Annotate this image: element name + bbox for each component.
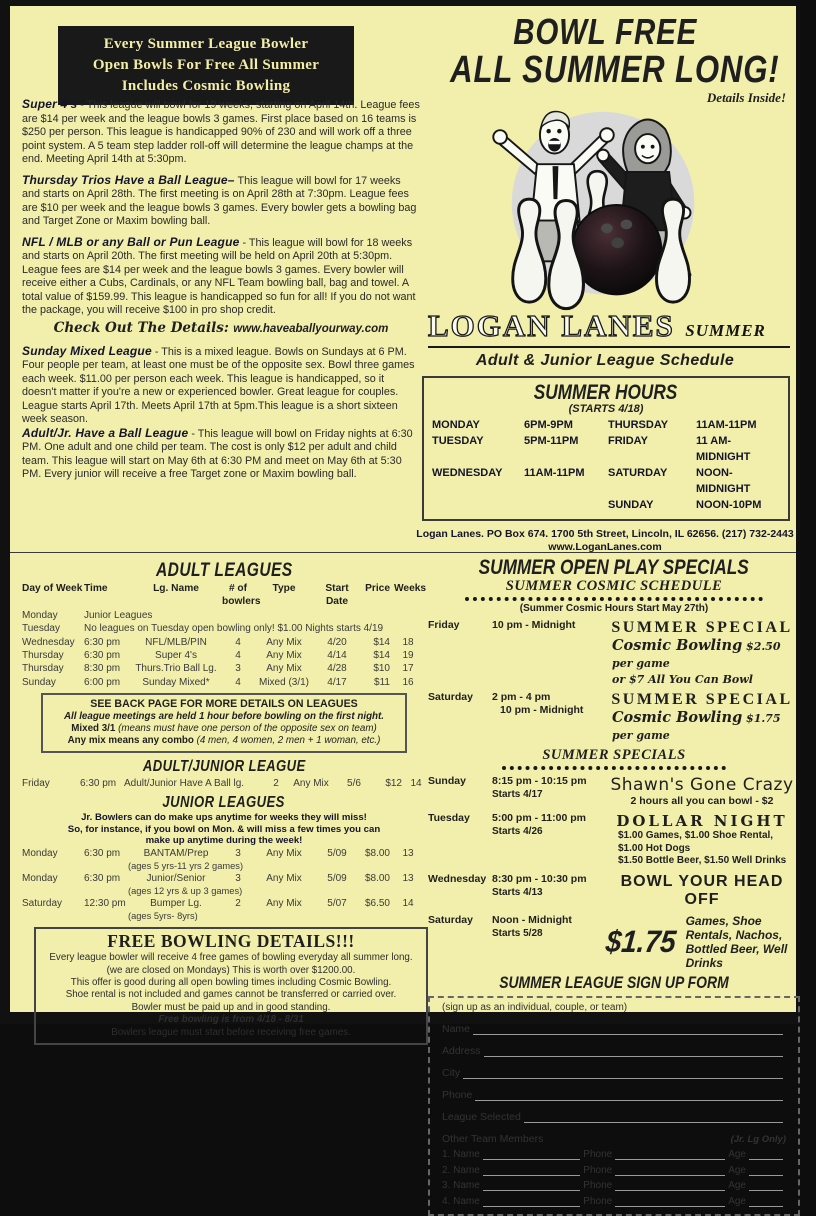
cell: 18 <box>402 636 414 648</box>
league-body: - This league will bowl for 18 weeks and starts on April 20th. The first meeting will be held on April 20th at 5:30pm. League fees are $14 per week and the league bowls 3 games. Every bowler will receive either a Cubs, Cardinals, or any NFL Team bowling ball, bag and towel. A total value of $159.99. This league is handicapped so fun for all! If you do not want the package, you will receive $100 in pro shop credit. <box>22 236 416 316</box>
cell: Tuesday <box>22 623 60 635</box>
column-header: Price <box>365 583 390 594</box>
entry-offer <box>604 691 800 743</box>
hours-cell <box>524 497 608 513</box>
entry-day: Tuesday <box>428 812 470 824</box>
age-label: Age <box>728 1180 746 1192</box>
special-title: BOWL YOUR HEAD OFF <box>620 872 784 908</box>
column-header: Weeks <box>394 583 427 594</box>
cell: Any Mix <box>266 848 302 860</box>
bowling-cartoon-graphic <box>437 102 773 306</box>
cell: NFL/MLB/PIN <box>145 636 207 648</box>
write-in-line <box>483 1157 580 1160</box>
other-members-row <box>442 1133 786 1145</box>
details-inside-label: Details Inside! <box>706 90 786 106</box>
cell: Saturday <box>22 898 63 910</box>
hours-grid <box>432 417 780 513</box>
cell: 13 <box>402 873 414 885</box>
special-offer: Cosmic Bowling $1.75 per game <box>612 709 781 742</box>
address-line: Logan Lanes. PO Box 674. 1700 5th Street, Lincoln, IL 62656. (217) 732-2443 <box>416 528 794 541</box>
special-title: Shawn's Gone Crazy <box>610 775 794 795</box>
cell: $14 <box>373 650 390 662</box>
cell: 4 <box>235 636 241 648</box>
league-body: This league will bowl for 17 weeks and starts on April 28th. The first meeting is on April 28th at 7:30pm. League fees are $10 per week and the league bowls 3 games. Every bowler gets a bowling bag and Target Zone or Maxim bowling ball. <box>22 174 417 227</box>
league-name: Thursday Trios Have a Ball League– <box>22 172 235 187</box>
bowling-ball-icon <box>572 205 661 294</box>
cell: $8.00 <box>364 873 390 885</box>
summer-hours-starts: (STARTS 4/18) <box>568 403 644 416</box>
cell: 4/20 <box>327 636 347 648</box>
special-line: $1.50 Bottle Beer, $1.50 Well Drinks <box>618 855 787 867</box>
write-in-line <box>483 1204 580 1207</box>
cell: 6:30 pm <box>84 848 121 860</box>
cell: Any Mix <box>266 873 302 885</box>
signup-form-box <box>428 996 800 1216</box>
member-label: 1. Name <box>442 1149 480 1161</box>
hours-cell: NOON-MIDNIGHT <box>696 467 751 496</box>
special-entry <box>428 914 800 970</box>
form-field-row <box>442 1067 786 1079</box>
cell: $8.00 <box>364 848 390 860</box>
league-body: - This league will bowl for 19 weeks, starting on April 14th. League fees are $14 per week and the league bowls 3 games. First place based on 16 teams is $250 per person. This league is handicapped 90% of 230 and will work off a three point system. A 5 team step ladder roll-off will determine the league champs at the end. Meeting April 14th at 5:30pm. <box>22 99 420 165</box>
table-row <box>22 897 426 910</box>
check-out-details <box>22 319 420 337</box>
cell: 5/07 <box>327 898 347 910</box>
cell: 6:30 pm <box>84 650 121 662</box>
cell: 17 <box>402 663 414 675</box>
special-alt: or $7 All You Can Bowl <box>612 673 753 686</box>
big-price: $1.75 <box>604 923 678 959</box>
cell: 16 <box>402 676 414 688</box>
cell: 4 <box>235 650 241 662</box>
table-row <box>22 847 426 860</box>
write-in-line <box>615 1157 725 1160</box>
cell: 13 <box>402 848 414 860</box>
cell: 3 <box>235 848 241 860</box>
field-label: League Selected <box>442 1110 521 1123</box>
open-play-title: SUMMER OPEN PLAY SPECIALS <box>478 556 750 579</box>
hours-cell: SUNDAY <box>608 499 654 512</box>
member-row <box>442 1165 786 1176</box>
table-row <box>22 872 426 885</box>
write-in-line <box>475 1098 783 1101</box>
jr-only-note: (Jr. Lg Only) <box>730 1133 786 1145</box>
hours-cell <box>432 497 524 513</box>
entry-day: Saturday <box>428 691 473 703</box>
field-label: Address <box>442 1044 481 1057</box>
cell: Any Mix <box>266 650 302 662</box>
cell: Any Mix <box>266 636 302 648</box>
member-label: 4. Name <box>442 1195 480 1207</box>
free-bowling-line: Bowlers league must start before receiving free games. <box>111 1026 351 1038</box>
column-header: Start Date <box>325 583 349 608</box>
info-line: SEE BACK PAGE FOR MORE DETAILS ON LEAGUES <box>90 698 358 711</box>
special-entry <box>428 775 800 807</box>
cell: 5/6 <box>347 777 361 789</box>
write-in-line <box>483 1173 580 1176</box>
cell: Bumper Lg. <box>150 898 202 910</box>
hours-cell: 5PM-11PM <box>524 435 579 448</box>
cell: Super 4's <box>155 650 197 662</box>
write-in-line <box>749 1173 783 1176</box>
cell: 19 <box>402 650 414 662</box>
big-price-desc: Games, Shoe Rentals, Nachos, Bottled Beer, Well Drinks <box>685 913 788 970</box>
phone-label: Phone <box>583 1149 613 1161</box>
check-out-label: Check Out The Details: <box>53 319 229 336</box>
column-header: Day of Week <box>22 583 83 594</box>
league-name: Adult/Jr. Have a Ball League <box>22 425 189 440</box>
member-row <box>442 1180 786 1191</box>
cell: Any Mix <box>293 777 329 789</box>
age-note: (ages 5yrs- 8yrs) <box>128 910 198 921</box>
league-paragraph <box>22 98 420 167</box>
column-header: # of bowlers <box>222 583 261 608</box>
member-label: 2. Name <box>442 1164 480 1176</box>
entry-day: Saturday <box>428 913 473 926</box>
cell: 6:30 pm <box>84 636 121 648</box>
cell: 2 <box>273 777 279 789</box>
write-in-line <box>615 1204 725 1207</box>
brand-season-label: SUMMER <box>685 321 766 341</box>
age-label: Age <box>728 1164 746 1176</box>
special-entry <box>428 691 800 743</box>
entry-offer <box>604 775 800 807</box>
cell: Wednesday <box>22 636 75 648</box>
field-label: Name <box>442 1022 471 1035</box>
write-in-line <box>749 1157 783 1160</box>
age-note: (ages 12 yrs & up 3 games) <box>128 885 243 896</box>
field-label: Phone <box>442 1088 473 1101</box>
summer-hours-title: SUMMER HOURS <box>534 381 678 405</box>
hours-cell: MONDAY <box>432 419 480 432</box>
table-row <box>22 636 426 649</box>
member-row <box>442 1149 786 1160</box>
cell: 3 <box>235 873 241 885</box>
column-header: Type <box>272 583 296 594</box>
special-entry <box>428 619 800 686</box>
cell: 2 <box>235 898 241 910</box>
league-paragraph <box>22 427 420 482</box>
write-in-line <box>749 1204 783 1207</box>
entry-offer <box>604 812 800 868</box>
address-block <box>414 528 796 554</box>
summer-specials-title: SUMMER SPECIALS <box>542 747 686 763</box>
age-label: Age <box>728 1149 746 1161</box>
summer-hours-box <box>422 376 790 521</box>
hours-cell: TUESDAY <box>432 435 484 448</box>
table-row <box>22 649 426 662</box>
write-in-line <box>473 1032 783 1035</box>
special-line: 2 hours all you can bowl - $2 <box>630 795 774 807</box>
hero-title-line1: BOWL FREE <box>513 11 697 52</box>
signup-intro: (sign up as an individual, couple, or team) <box>442 1001 628 1013</box>
entry-time: 2 pm - 4 pm 10 pm - Midnight <box>492 691 584 716</box>
hours-cell: 11 AM-MIDNIGHT <box>696 435 751 464</box>
hours-cell: 11AM-11PM <box>696 419 757 432</box>
cell: Junior Leagues <box>84 609 153 621</box>
cell: $6.50 <box>364 898 390 910</box>
write-in-line <box>615 1188 725 1191</box>
write-in-line <box>524 1120 783 1123</box>
league-info-box <box>41 693 407 753</box>
hours-cell: FRIDAY <box>608 435 648 448</box>
cell: 4/14 <box>327 650 347 662</box>
phone-label: Phone <box>583 1180 613 1192</box>
write-in-line <box>749 1188 783 1191</box>
form-field-row <box>442 1023 786 1035</box>
free-bowling-line: Bowler must be paid up and in good standing. <box>131 1001 331 1013</box>
cell: Friday <box>22 777 50 789</box>
hours-cell: 6PM-9PM <box>524 419 573 432</box>
write-in-line <box>463 1076 783 1079</box>
adult-leagues-title: ADULT LEAGUES <box>155 560 293 581</box>
cosmic-schedule-title: SUMMER COSMIC SCHEDULE <box>505 578 723 594</box>
special-title: DOLLAR NIGHT <box>616 812 788 830</box>
special-entry <box>428 812 800 868</box>
cell: Thursday <box>22 663 64 675</box>
entry-offer <box>604 873 800 909</box>
cell: Monday <box>22 848 58 860</box>
free-bowling-dates: Free bowling is from 4/18 - 8/31 <box>158 1014 304 1026</box>
league-name: Sunday Mixed League <box>22 343 152 358</box>
field-label: City <box>442 1066 461 1079</box>
form-field-row <box>442 1045 786 1057</box>
cell: 4/28 <box>327 663 347 675</box>
cell: Monday <box>22 609 58 621</box>
hours-cell: 11AM-11PM <box>524 467 585 480</box>
website-url: www.LoganLanes.com <box>548 541 662 554</box>
special-offer: Cosmic Bowling $2.50 per game <box>612 637 781 670</box>
form-field-row <box>442 1089 786 1101</box>
write-in-line <box>615 1173 725 1176</box>
banner-line: Includes Cosmic Bowling <box>121 78 291 94</box>
form-field-row <box>442 1111 786 1123</box>
cell: 12:30 pm <box>84 898 126 910</box>
schedule-subtitle: Adult & Junior League Schedule <box>475 352 735 370</box>
dotted-rule <box>502 766 725 770</box>
banner-line: Open Bowls For Free All Summer <box>92 57 320 73</box>
cell: 3 <box>235 663 241 675</box>
info-line: All league meetings are held 1 hour before bowling on the first night. <box>63 710 385 722</box>
league-name: NFL / MLB or any Ball or Pun League <box>22 234 240 249</box>
cell: 6:30 pm <box>84 873 121 885</box>
table-row <box>22 662 426 675</box>
league-paragraph <box>22 345 420 427</box>
table-row <box>22 609 426 622</box>
special-entry <box>428 873 800 909</box>
league-paragraph <box>22 236 420 318</box>
free-bowling-line: Shoe rental is not included and games cannot be transferred or carried over. <box>65 989 397 1001</box>
entry-day: Friday <box>428 619 460 631</box>
column-header: Lg. Name <box>153 583 199 594</box>
free-bowling-line: Every league bowler will receive 4 free games of bowling everyday all summer long. <box>49 952 413 964</box>
cell: $10 <box>373 663 390 675</box>
entry-day: Sunday <box>428 775 466 787</box>
phone-label: Phone <box>583 1195 613 1207</box>
cell: Sunday Mixed* <box>142 676 210 688</box>
special-line: $1.00 Hot Dogs <box>618 842 691 854</box>
cell: Thursday <box>22 650 64 662</box>
age-note: (ages 5 yrs-11 yrs 2 games) <box>128 860 244 871</box>
member-label: 3. Name <box>442 1180 480 1192</box>
age-label: Age <box>728 1195 746 1207</box>
phone-label: Phone <box>583 1164 613 1176</box>
special-title: SUMMER SPECIAL <box>611 619 793 636</box>
junior-note: make up anytime during the week! <box>145 835 303 847</box>
cell: 4/17 <box>327 676 347 688</box>
cell: BANTAM/Prep <box>143 848 209 860</box>
adult-junior-title: ADULT/JUNIOR LEAGUE <box>142 757 306 775</box>
other-members-label: Other Team Members <box>442 1132 544 1145</box>
cell: Adult/Junior Have A Ball lg. <box>124 777 245 789</box>
junior-note: So, for instance, if you bowl on Mon. & will miss a few times you can <box>67 823 381 835</box>
entry-time: 8:30 pm - 10:30 pm Starts 4/13 <box>492 872 587 898</box>
brand-logo-text: LOGAN LANES <box>428 308 675 344</box>
free-bowling-banner <box>58 26 354 105</box>
hours-cell: WEDNESDAY <box>432 467 503 480</box>
cosmic-schedule-subnote: (Summer Cosmic Hours Start May 27th) <box>519 603 709 614</box>
cell: 5/09 <box>327 848 347 860</box>
cell: Any Mix <box>266 898 302 910</box>
cell: 5/09 <box>327 873 347 885</box>
flyer-paper <box>10 6 796 1207</box>
entry-offer <box>604 914 800 970</box>
special-title: SUMMER SPECIAL <box>611 691 793 708</box>
dotted-rule <box>465 597 763 601</box>
cell: 6:30 pm <box>80 777 117 789</box>
banner-line: Every Summer League Bowler <box>103 36 309 52</box>
cell: 4 <box>235 676 241 688</box>
brand-row <box>428 308 790 348</box>
cell: Monday <box>22 873 58 885</box>
bowlers-cartoon <box>414 102 796 308</box>
junior-leagues-title: JUNIOR LEAGUES <box>162 793 286 811</box>
entry-day: Wednesday <box>428 872 487 885</box>
open-play-specials <box>428 556 800 1216</box>
signup-form-title: SUMMER LEAGUE SIGN UP FORM <box>499 972 729 992</box>
info-line: Any mix means any combo (4 men, 4 women, 2 men + 1 woman, etc.) <box>67 735 381 747</box>
hours-cell: THURSDAY <box>608 419 669 432</box>
member-row <box>442 1196 786 1207</box>
league-name: Super 4's <box>22 97 78 111</box>
league-tables <box>22 560 426 1045</box>
write-in-line <box>483 1188 580 1191</box>
table-row <box>22 622 426 635</box>
league-body: - This is a mixed league. Bowls on Sundays at 6 PM. Four people per team, at least one must be of the opposite sex. Bowl three games each week. $11.00 per person each week. This league is handicapped, so it doesn't matter if you're a new or experienced bowler. Great league for couples. League starts April 17th. Meets April 17th at 5pm.This league is a short sixteen week season. <box>22 345 415 425</box>
cell: 8:30 pm <box>84 663 121 675</box>
column-header: Time <box>84 583 108 594</box>
details-url: www.haveaballyourway.com <box>233 322 389 335</box>
free-bowling-title: FREE BOWLING DETAILS!!! <box>107 931 355 952</box>
cell: $11 <box>374 676 390 688</box>
league-descriptions <box>22 98 420 489</box>
entry-time: 5:00 pm - 11:00 pm Starts 4/26 <box>492 812 586 837</box>
cell: $12 <box>385 777 402 789</box>
cell: Junior/Senior <box>146 873 206 885</box>
hours-cell: SATURDAY <box>608 467 668 480</box>
entry-time: Noon - Midnight Starts 5/28 <box>492 913 572 939</box>
league-body: - This league will bowl on Friday nights at 6:30 PM. One adult and one child per team. The cost is only $12 per adult and child team. This league will start on May 6th at 6:30 PM and meet on May 6th at 5:30 PM. Every junior will receive a free Target zone or Maxim bowling ball. <box>22 427 413 480</box>
write-in-line <box>484 1054 783 1057</box>
page-divider <box>10 552 796 553</box>
cell: 14 <box>402 898 414 910</box>
entry-time: 8:15 pm - 10:15 pm Starts 4/17 <box>492 775 587 800</box>
hours-cell: NOON-10PM <box>696 499 762 512</box>
free-bowling-line: (we are closed on Mondays) This is worth over $1200.00. <box>106 964 356 976</box>
table-row <box>22 676 426 689</box>
cell: 6:00 pm <box>84 676 121 688</box>
cell: Any Mix <box>266 663 302 675</box>
junior-note: Jr. Bowlers can do make ups anytime for weeks they will miss! <box>81 811 367 823</box>
free-bowling-line: This offer is good during all open bowling times including Cosmic Bowling. <box>70 977 392 989</box>
cell: Thurs.Trio Ball Lg. <box>135 663 217 675</box>
entry-offer <box>604 619 800 686</box>
hero-section <box>414 11 796 554</box>
special-line: $1.00 Games, $1.00 Shoe Rental, <box>618 830 774 841</box>
info-line: Mixed 3/1 (means must have one person of the opposite sex on team) <box>71 723 377 735</box>
free-bowling-details-box <box>34 927 428 1045</box>
table-row <box>22 777 426 790</box>
table-header-row <box>22 582 426 609</box>
entry-time: 10 pm - Midnight <box>492 619 576 631</box>
hero-title-line2: ALL SUMMER LONG! <box>450 48 780 91</box>
cell: 14 <box>410 777 422 789</box>
cell: Mixed (3/1) <box>258 676 309 688</box>
cell: No leagues on Tuesday open bowling only! $1.00 Nights starts 4/19 <box>84 623 384 635</box>
cell: Sunday <box>22 676 56 688</box>
league-paragraph <box>22 174 420 229</box>
cell: $14 <box>373 636 390 648</box>
